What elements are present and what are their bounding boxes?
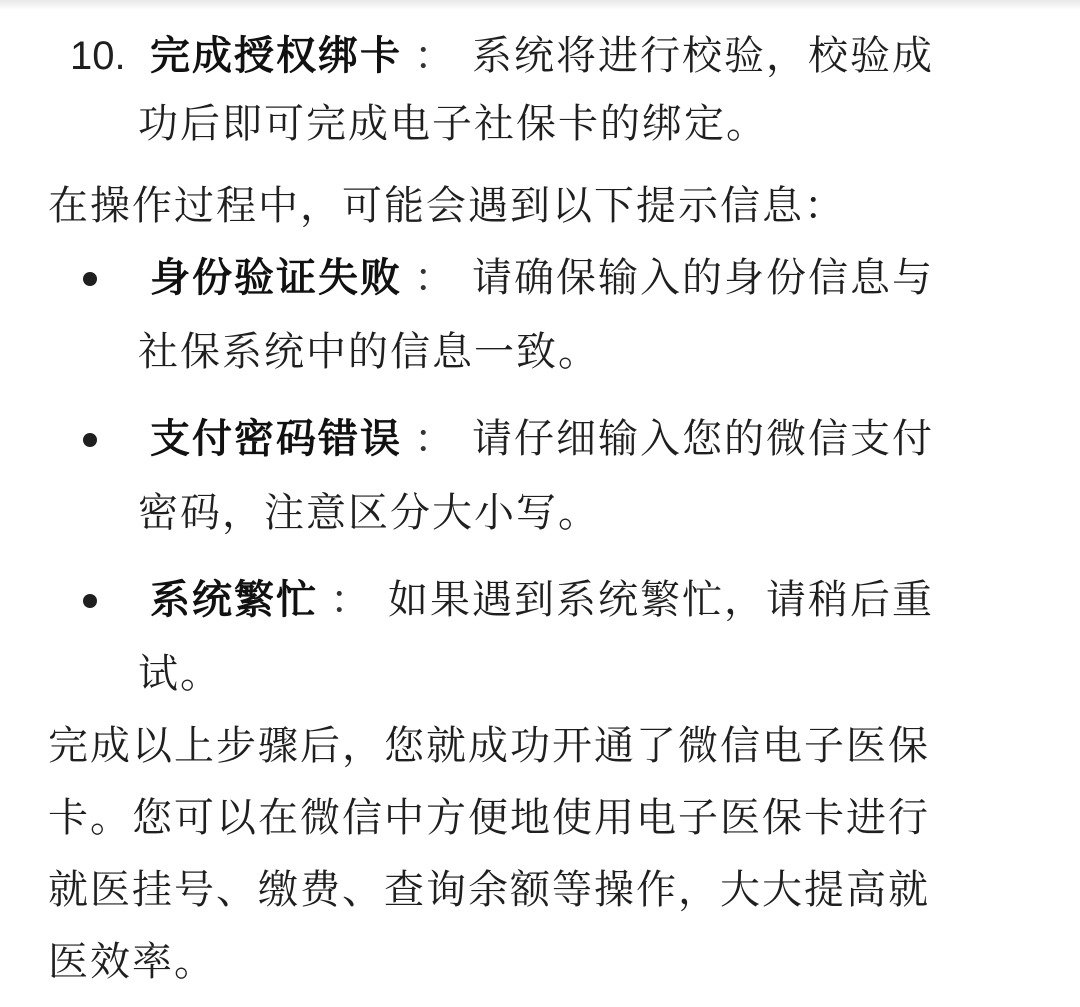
bullet-line-1 xyxy=(150,566,934,634)
conclusion-line-4: 医效率。 xyxy=(48,939,216,985)
step-number: 10. xyxy=(70,34,126,78)
bullet-colon: ： xyxy=(330,577,372,623)
bullet-dot-icon xyxy=(83,594,97,608)
bullet-text-line-1: 请仔细输入您的微信支付 xyxy=(472,416,934,462)
bullet-colon: ： xyxy=(414,255,456,301)
conclusion-line-3: 就医挂号、缴费、查询余额等操作，大大提高就 xyxy=(48,867,930,913)
bullet-title: 支付密码错误 xyxy=(150,416,402,462)
bullet-text-line-2: 密码，注意区分大小写。 xyxy=(138,490,600,536)
bullet-text-line-2: 试。 xyxy=(138,651,222,697)
bullet-text-line-2: 社保系统中的信息一致。 xyxy=(138,329,600,375)
bullet-text-line-1: 请确保输入的身份信息与 xyxy=(472,255,934,301)
bullet-title: 身份验证失败 xyxy=(150,255,402,301)
step-line-1 xyxy=(150,22,934,90)
bullet-line-1 xyxy=(150,405,934,473)
step-title: 完成授权绑卡 xyxy=(150,33,402,79)
conclusion-line-1: 完成以上步骤后，您就成功开通了微信电子医保 xyxy=(48,723,930,769)
conclusion-line-2: 卡。您可以在微信中方便地使用电子医保卡进行 xyxy=(48,795,930,841)
bullet-line-1 xyxy=(150,244,934,312)
step-text-line-1: 系统将进行校验，校验成 xyxy=(472,33,934,79)
bullet-dot-icon xyxy=(83,433,97,447)
bullet-text-line-1: 如果遇到系统繁忙，请稍后重 xyxy=(388,577,934,623)
bullet-title: 系统繁忙 xyxy=(150,577,318,623)
bullet-colon: ： xyxy=(414,416,456,462)
step-colon: ： xyxy=(414,33,456,79)
intro-paragraph: 在操作过程中，可能会遇到以下提示信息： xyxy=(48,183,846,229)
bullet-dot-icon xyxy=(83,272,97,286)
step-text-line-2: 功后即可完成电子社保卡的绑定。 xyxy=(138,101,768,147)
